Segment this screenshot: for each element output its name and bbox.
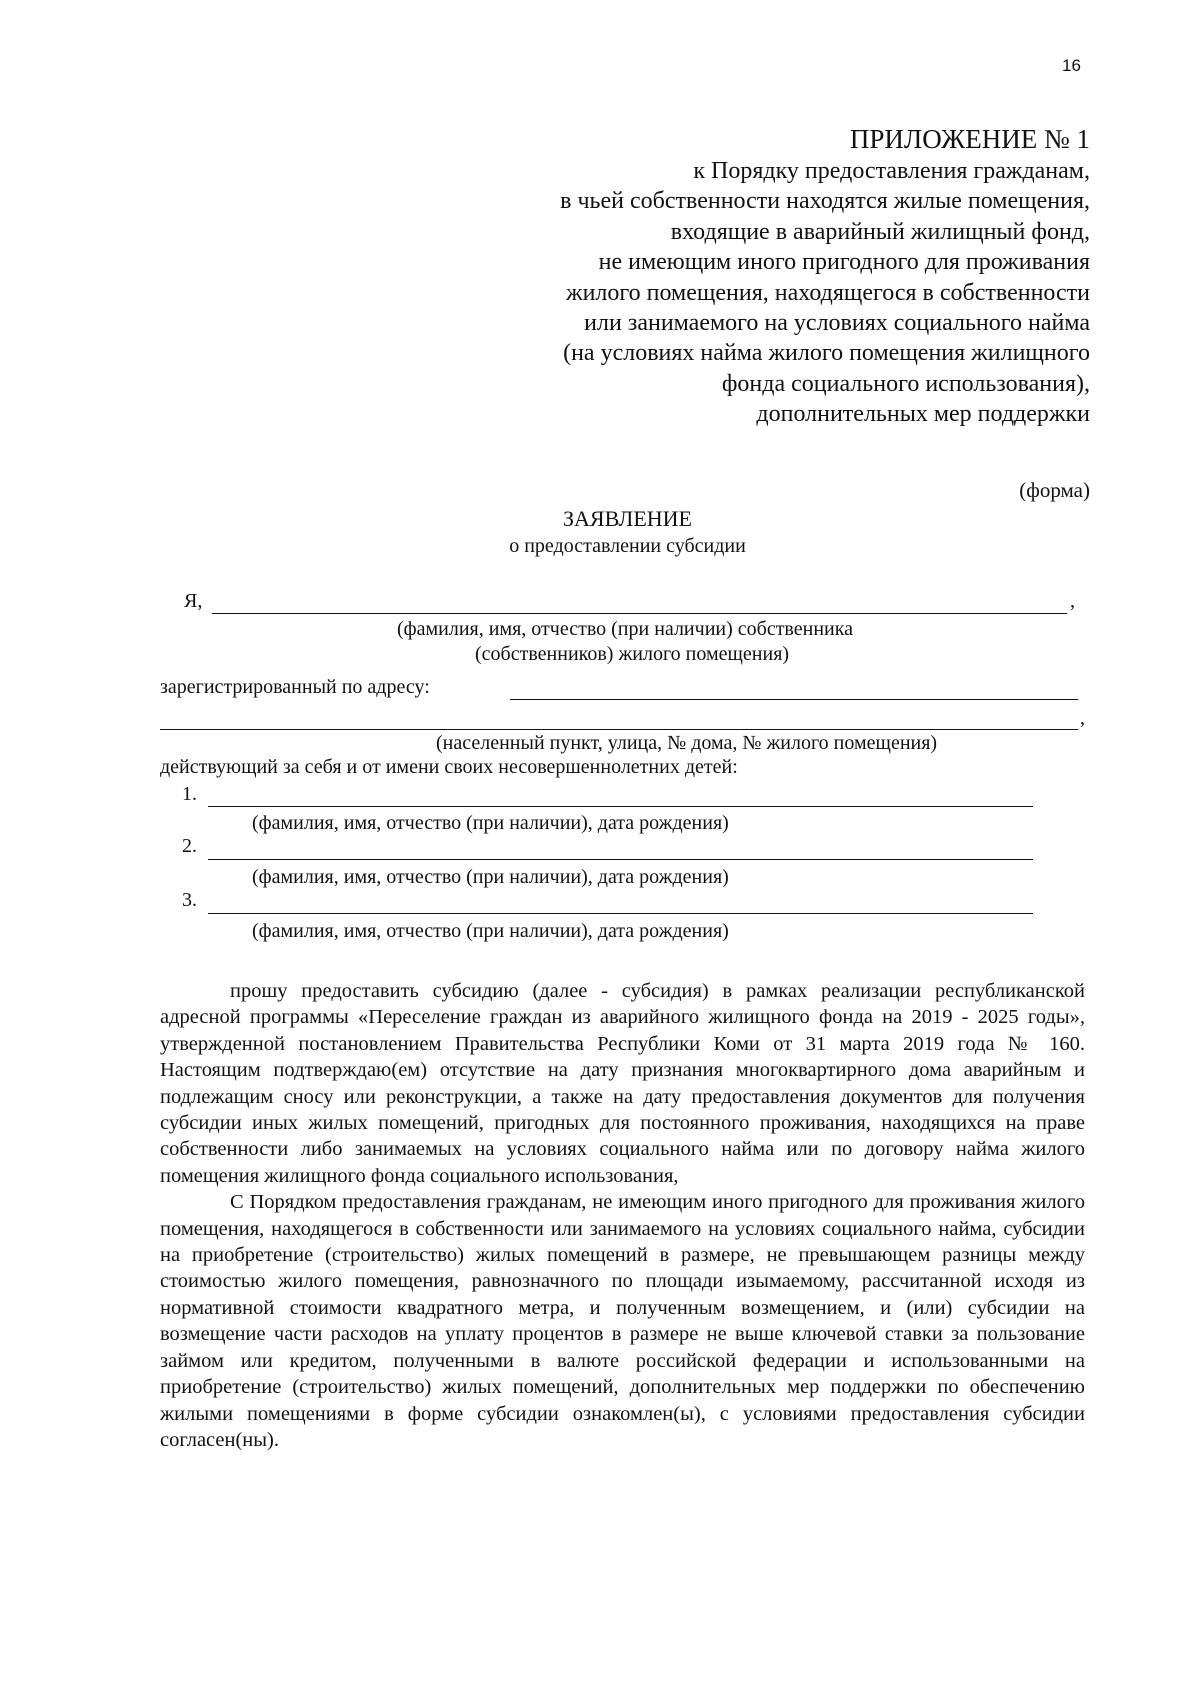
document-subtitle: о предоставлении субсидии <box>509 535 746 557</box>
applicant-name-line[interactable] <box>212 613 1067 614</box>
appendix-line: фонда социального использования), <box>721 370 1090 397</box>
appendix-block <box>560 122 1090 430</box>
address-caption: (населенный пункт, улица, № дома, № жилого помещения) <box>436 732 938 754</box>
appendix-line: входящие в аварийный жилищный фонд, <box>670 218 1090 245</box>
address-line-2[interactable] <box>160 729 1078 730</box>
application-body <box>160 978 1085 1453</box>
appendix-lines <box>560 156 1090 430</box>
child-caption: (фамилия, имя, отчество (при наличии), дата рождения) <box>252 866 729 888</box>
applicant-caption-1: (фамилия, имя, отчество (при наличии) собственника <box>397 618 854 640</box>
appendix-line: в чьей собственности находятся жилые помещения, <box>560 188 1090 215</box>
address-line[interactable] <box>510 699 1078 700</box>
applicant-prefix: Я, <box>184 590 203 612</box>
appendix-line: дополнительных мер поддержки <box>756 401 1090 428</box>
child-line[interactable] <box>208 859 1033 860</box>
appendix-line: жилого помещения, находящегося в собственности <box>566 279 1090 306</box>
child-caption: (фамилия, имя, отчество (при наличии), дата рождения) <box>252 812 729 834</box>
appendix-title: ПРИЛОЖЕНИЕ № 1 <box>849 124 1090 154</box>
appendix-line: не имеющим иного пригодного для проживания <box>598 249 1090 276</box>
child-number: 2. <box>182 835 197 857</box>
child-number: 3. <box>182 889 197 911</box>
form-label: (форма) <box>1019 478 1090 502</box>
address-label: зарегистрированный по адресу: <box>160 676 430 698</box>
page-number: 16 <box>1062 56 1081 75</box>
appendix-line: к Порядку предоставления гражданам, <box>693 158 1090 184</box>
child-caption: (фамилия, имя, отчество (при наличии), дата рождения) <box>252 920 729 942</box>
appendix-line: или занимаемого на условиях социального найма <box>584 310 1090 337</box>
applicant-suffix: , <box>1070 590 1075 612</box>
child-line[interactable] <box>208 913 1033 914</box>
acting-text: действующий за себя и от имени своих несовершеннолетних детей: <box>160 756 738 778</box>
address-suffix: , <box>1080 707 1085 729</box>
child-line[interactable] <box>208 806 1033 807</box>
appendix-line: (на условиях найма жилого помещения жилищного <box>563 340 1090 367</box>
document-title: ЗАЯВЛЕНИЕ <box>563 506 692 531</box>
child-number: 1. <box>182 783 197 805</box>
consent-paragraph: С Порядком предоставления гражданам, не имеющим иного пригодного для проживания жилого помещения, находящегося в собственности или занимаемого на условиях социального найма, субсидии на приобретение (строительство) жилых помещений в размере, не превышающем разницы между стоимостью жилого помещения, равнозначного по площади изымаемому, рассчитанной исходя из нормативной стоимости квадратного метра, и полученным возмещением, и (или) субсидии на возмещение части расходов на уплату процентов в размере не выше ключевой ставки за пользование займом или кредитом, полученными в валюте российской федерации и использованными на приобретение (строительство) жилых помещений, дополнительных мер поддержки по обеспечению жилыми помещениями в форме субсидии ознакомлен(ы), с условиями предоставления субсидии согласен(ны). <box>160 1191 1085 1451</box>
applicant-caption-2: (собственников) жилого помещения) <box>475 643 790 665</box>
request-paragraph: прошу предоставить субсидию (далее - субсидия) в рамках реализации республиканской адресной программы «Переселение граждан из аварийного жилищного фонда на 2019 - 2025 годы», утвержденной постановлением Правительства Республики Коми от 31 марта 2019 года № 160. Настоящим подтверждаю(ем) отсутствие на дату признания многоквартирного дома аварийным и подлежащим сносу или реконструкции, а также на дату предоставления документов для получения субсидии иных жилых помещений, пригодных для постоянного проживания, находящихся на праве собственности либо занимаемых на условиях социального найма или по договору найма жилого помещения жилищного фонда социального использования, <box>160 980 1085 1187</box>
